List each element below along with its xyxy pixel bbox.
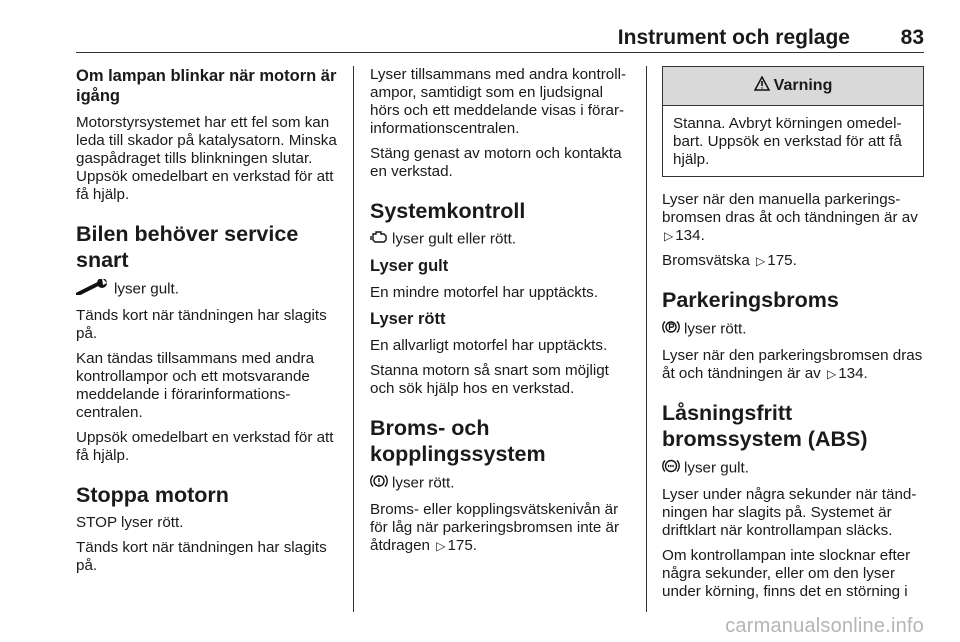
abs-indicator-line — [662, 458, 924, 479]
column-divider — [646, 66, 647, 612]
service-indicator-text: lyser gult. — [114, 280, 179, 298]
page-reference-arrow-icon: ▷ — [756, 254, 766, 268]
heading-stop-engine: Stoppa motorn — [76, 483, 229, 507]
warning-triangle-icon — [754, 76, 770, 96]
paragraph-brake — [370, 501, 633, 555]
warning-title: Varning — [773, 77, 833, 94]
abs-indicator-text: lyser gult. — [684, 459, 749, 477]
brake-indicator-text: lyser rött. — [392, 474, 455, 492]
page-reference[interactable]: 175. — [767, 252, 797, 269]
abs-icon — [662, 458, 680, 479]
column-divider — [353, 66, 354, 612]
paragraph-stop-continued: Lyser tillsammans med andra kontrollampor, samtidigt som en ljudsignal hörs och ett meddelande visas i förarinformationscentralen. — [370, 66, 627, 137]
wrench-icon — [76, 279, 110, 300]
page-header-title: Instrument och reglage — [617, 26, 850, 49]
system-indicator-text: lyser gult eller rött. — [392, 230, 517, 248]
warning-body — [663, 106, 923, 176]
brake-indicator-line — [370, 473, 633, 494]
page-reference[interactable]: 175. — [447, 537, 477, 554]
paragraph-stop-engine: Stäng genast av motorn och kontakta en verkstad. — [370, 145, 622, 180]
heading-abs: Låsningsfritt bromssystem (ABS) — [662, 401, 868, 451]
warning-box — [662, 66, 924, 177]
heading-brake-clutch: Broms- och kopplingssystem — [370, 416, 546, 466]
paragraph-yellow: En mindre motorfel har upptäckts. — [370, 284, 598, 301]
page-reference[interactable]: 134. — [675, 227, 705, 244]
warning-header — [663, 67, 923, 106]
paragraph-parking-text: Lyser när den parkeringsbromsen dras åt och tändningen är av — [662, 347, 923, 382]
paragraph-service-1: Tänds kort när tändningen har slagits på. — [76, 307, 327, 342]
paragraph-service-2: Kan tändas tillsammans med andra kontrollampor och ett motsvarande meddelande i förarinformationscentralen. — [76, 350, 315, 421]
column-middle — [370, 66, 633, 562]
system-indicator-line — [370, 230, 633, 249]
paragraph-service-3: Uppsök omedelbart en verkstad för att få hjälp. — [76, 429, 334, 464]
warning-text: Stanna. Avbryt körningen omedelbart. Uppsök en verkstad för att få hjälp. — [673, 115, 902, 168]
paragraph-brake-fluid — [662, 252, 924, 270]
paragraph-brake-text: Broms- eller kopplingsvätskenivån är för låg när parkeringsbromsen inte är åtdragen — [370, 501, 620, 554]
paragraph-manual-brake — [662, 191, 924, 245]
paragraph-parking — [662, 347, 924, 383]
column-right — [662, 66, 924, 608]
column-left — [76, 66, 340, 582]
heading-lights-red: Lyser rött — [370, 310, 446, 328]
paragraph-abs-2: Om kontrollampan inte slocknar efter några sekunder, eller om den lyser under körning, finns det en störning i — [662, 547, 911, 600]
brake-warning-icon — [370, 473, 388, 494]
header-divider — [76, 52, 924, 53]
page-reference-arrow-icon: ▷ — [826, 367, 837, 381]
paragraph-red-1: En allvarligt motorfel har upptäckts. — [370, 337, 608, 354]
service-indicator-line — [76, 279, 340, 300]
paragraph-red-2: Stanna motorn så snart som möjligt och sök hjälp hos en verkstad. — [370, 362, 609, 397]
parking-indicator-text: lyser rött. — [684, 320, 747, 338]
page-reference-arrow-icon: ▷ — [436, 539, 446, 553]
page-reference-arrow-icon: ▷ — [664, 229, 674, 243]
stop-indicator-text: STOP lyser rött. — [76, 514, 184, 531]
heading-service-soon: Bilen behöver service snart — [76, 222, 299, 272]
paragraph-blinking: Motorstyrsystemet har ett fel som kan leda till skador på katalysatorn. Minska gaspådraget tills blinkningen slutar. Uppsök omedelbart en verkstad för att få hjälp. — [76, 114, 337, 203]
watermark: carmanualsonline.info — [725, 615, 924, 637]
paragraph-abs-1: Lyser under några sekunder när tändningen har slagits på. Systemet är driftklart när kontrollampan släcks. — [662, 486, 917, 539]
heading-lamp-blinking: Om lampan blinkar när motorn är igång — [76, 67, 337, 105]
page-reference[interactable]: 134. — [838, 365, 868, 382]
paragraph-manual-brake-text: Lyser när den manuella parkeringsbromsen dras åt och tändningen är av — [662, 191, 918, 226]
parking-brake-icon — [662, 319, 680, 340]
paragraph-stop: Tänds kort när tändningen har slagits på. — [76, 539, 327, 574]
heading-parking-brake: Parkeringsbroms — [662, 288, 839, 312]
brake-fluid-label: Bromsvätska — [662, 252, 750, 269]
page-number: 83 — [900, 26, 924, 49]
heading-lights-yellow: Lyser gult — [370, 257, 449, 275]
heading-system-check: Systemkontroll — [370, 199, 526, 223]
engine-check-icon — [370, 230, 388, 249]
parking-indicator-line — [662, 319, 924, 340]
